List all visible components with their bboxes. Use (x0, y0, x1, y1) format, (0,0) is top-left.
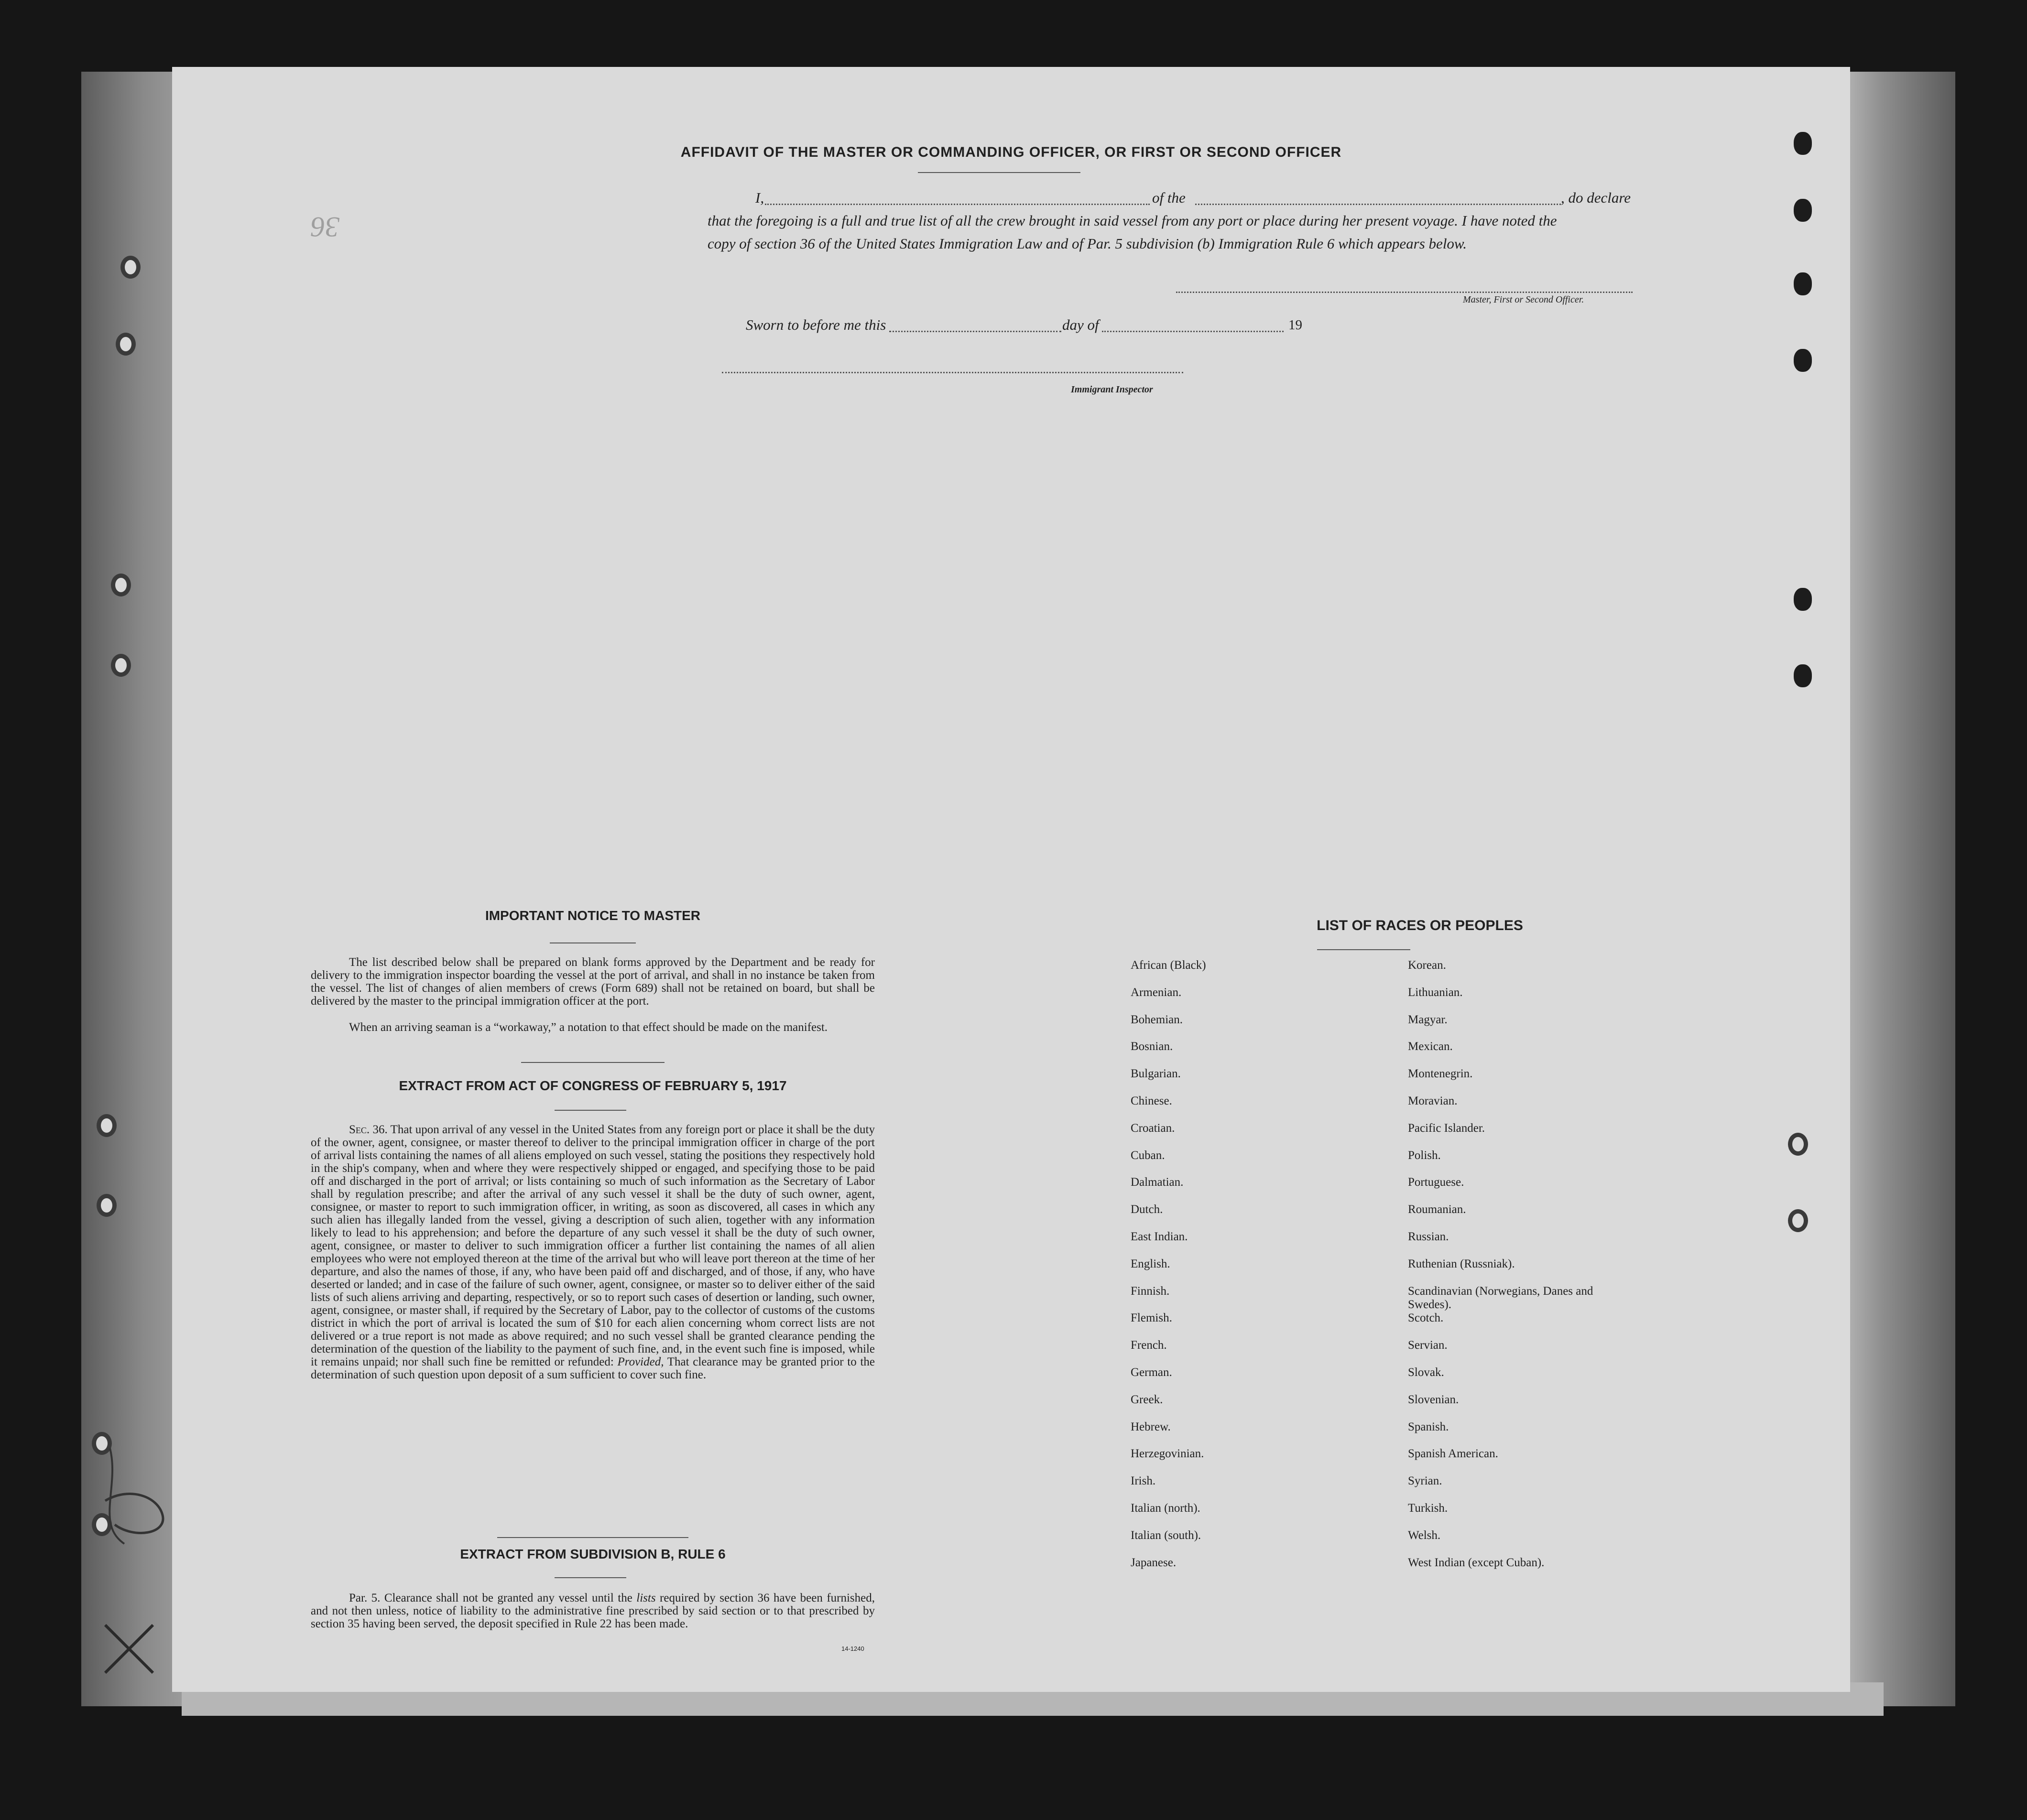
race-entry: Montenegrin. (1408, 1067, 1473, 1081)
punch-hole (97, 1114, 117, 1137)
provided-label: Provided, (617, 1355, 664, 1368)
affidavit-i-label: I, (755, 189, 764, 206)
manifest-back-page (172, 67, 1850, 1692)
race-entry: Slovak. (1408, 1365, 1444, 1379)
race-entry: African (Black) (1131, 959, 1206, 972)
races-list-right (1408, 959, 1609, 1583)
form-number: 14-1240 (841, 1645, 864, 1652)
master-name-field[interactable] (765, 192, 1150, 205)
master-signature-field[interactable] (1176, 280, 1633, 293)
rule-extract-heading: EXTRACT FROM SUBDIVISION B, RULE 6 (460, 1547, 726, 1561)
heading-rule (918, 172, 1080, 173)
day-of-label: day of (1062, 316, 1099, 333)
races-list-left (1131, 959, 1355, 1583)
punch-hole (116, 333, 136, 356)
race-entry: Ruthenian (Russniak). (1408, 1257, 1515, 1270)
race-entry: Russian. (1408, 1230, 1449, 1243)
race-entry: Bulgarian. (1131, 1067, 1181, 1081)
year-prefix: 19 (1288, 317, 1302, 333)
sworn-label: Sworn to before me this (746, 316, 886, 333)
section-body-end: That clearance may be granted prior to the determination of such question upon deposit of a sum sufficient to cover such fine. (311, 1355, 875, 1381)
race-entry: Armenian. (1131, 986, 1182, 999)
margin-number: 36 (311, 211, 339, 243)
race-entry: East Indian. (1131, 1230, 1188, 1243)
race-entry: Mexican. (1408, 1040, 1453, 1053)
race-entry: Moravian. (1408, 1094, 1458, 1107)
handwritten-mark (76, 1429, 201, 1553)
race-entry: Portuguese. (1408, 1176, 1464, 1189)
race-entry: Spanish. (1408, 1420, 1449, 1433)
binding-hole (1794, 349, 1812, 372)
rule-paragraph-5 (311, 1592, 875, 1630)
race-entry: Italian (south). (1131, 1528, 1201, 1542)
affidavit-declare-label: , do declare (1561, 189, 1631, 206)
rule-text-b: required by section 36 have been furnished, and not then unless, notice of liability to the administrative fine prescribed by said section or to that prescribed by section 35 having been served, the deposit specified in Rule 22 has been made. (311, 1592, 875, 1630)
punch-hole (120, 256, 141, 279)
race-entry: Servian. (1408, 1339, 1448, 1352)
race-entry: Spanish American. (1408, 1447, 1498, 1461)
sworn-day-field[interactable] (889, 319, 1061, 332)
notice-heading: IMPORTANT NOTICE TO MASTER (485, 908, 701, 923)
race-entry: Croatian. (1131, 1121, 1175, 1135)
race-entry: Dutch. (1131, 1203, 1163, 1216)
act-heading-rule (555, 1110, 626, 1111)
race-entry: Bohemian. (1131, 1013, 1183, 1026)
vessel-name-field[interactable] (1195, 192, 1561, 205)
rule-text-a: Par. 5. Clearance shall not be granted any vessel until the (349, 1592, 632, 1604)
punch-hole (111, 654, 131, 677)
punch-hole (97, 1194, 117, 1217)
binding-hole (1788, 1209, 1808, 1232)
act-extract-heading: EXTRACT FROM ACT OF CONGRESS OF FEBRUARY 5, 1917 (399, 1078, 787, 1093)
race-entry: Magyar. (1408, 1013, 1448, 1026)
section-divider (521, 1062, 665, 1063)
lists-word: lists (636, 1592, 656, 1604)
race-entry: Korean. (1408, 959, 1446, 972)
race-entry: Hebrew. (1131, 1420, 1171, 1433)
race-entry: Irish. (1131, 1474, 1156, 1488)
affidavit-statement-line3: copy of section 36 of the United States Immigration Law and of Par. 5 subdivision (b) Immigration Rule 6 which appears below. (708, 235, 1467, 252)
race-entry: Chinese. (1131, 1094, 1172, 1107)
notice-rule (550, 942, 636, 943)
race-entry: Herzegovinian. (1131, 1447, 1204, 1461)
race-entry: Finnish. (1131, 1284, 1170, 1298)
race-entry: Scandinavian (Norwegians, Danes and Swedes). (1408, 1284, 1593, 1311)
race-entry: Slovenian. (1408, 1393, 1459, 1406)
race-entry: Italian (north). (1131, 1501, 1200, 1515)
affidavit-statement-line2: that the foregoing is a full and true list of all the crew brought in said vessel from any port or place during her present voyage. I have noted the (708, 212, 1557, 229)
binding-hole (1788, 1133, 1808, 1156)
binding-hole (1794, 664, 1812, 687)
races-heading-rule (1317, 949, 1410, 950)
affidavit-of-the-label: of the (1152, 189, 1186, 206)
race-entry: Syrian. (1408, 1474, 1442, 1488)
race-entry: Welsh. (1408, 1528, 1441, 1542)
inspector-caption: Immigrant Inspector (1071, 384, 1153, 395)
race-entry: Cuban. (1131, 1148, 1165, 1162)
affidavit-heading: AFFIDAVIT OF THE MASTER OR COMMANDING OFFICER, OR FIRST OR SECOND OFFICER (680, 144, 1342, 160)
binding-hole (1794, 199, 1812, 222)
race-entry: Greek. (1131, 1393, 1163, 1406)
race-entry: Pacific Islander. (1408, 1121, 1485, 1135)
handwritten-x-mark (96, 1615, 163, 1682)
race-entry: French. (1131, 1339, 1167, 1352)
race-entry: Bosnian. (1131, 1040, 1173, 1053)
race-entry: West Indian (except Cuban). (1408, 1556, 1545, 1569)
race-entry: Flemish. (1131, 1311, 1172, 1325)
binding-hole (1794, 272, 1812, 295)
race-entry: English. (1131, 1257, 1170, 1270)
act-section-36-text (311, 1123, 875, 1381)
rule-heading-rule (555, 1577, 626, 1578)
race-entry: Japanese. (1131, 1556, 1177, 1569)
race-entry: Turkish. (1408, 1501, 1448, 1515)
section-divider (497, 1537, 688, 1538)
notice-paragraph-2: When an arriving seaman is a “workaway,” a notation to that effect should be made on the manifest. (349, 1021, 828, 1034)
races-heading: LIST OF RACES OR PEOPLES (1317, 918, 1523, 933)
race-entry: Lithuanian. (1408, 986, 1463, 999)
race-entry: Roumanian. (1408, 1203, 1466, 1216)
section-body: That upon arrival of any vessel in the United States from any foreign port or place it shall be the duty of the owner, agent, consignee, or master thereof to deliver to the principal immigration officer in charge of the port of arrival lists containing the names of all aliens employed on such vessel, stating the positions they respectively hold in the ship's company, when and where they were respectively shipped or engaged, and specifying those to be paid off and discharged in the port of arrival; or lists containing so much of such information as the Secretary of Labor shall by regulation prescribe; and after the arrival of any such vessel it shall be the duty of such owner, agent, consignee, or master to report to such immigration officer, in writing, as soon as discovered, all cases in which any such alien has illegally landed from the vessel, giving a description of such alien, together with any information likely to lead to his apprehension; and before the departure of any such vessel it shall be the duty of such owner, agent, consignee, or master to deliver to such immigration officer a further list containing the names of all alien employees who were not employed thereon at the time of the arrival but who will leave port thereon at the time of her departure, and also the names of those, if any, who have been paid off and discharged, and of those, if any, who have deserted or landed; and in case of the failure of such owner, agent, consignee, or master so to deliver either of the said lists of such aliens arriving and departing, respectively, or so to report such cases of desertion or landing, such owner, agent, consignee, or master shall, if required by the Secretary of Labor, pay to the collector of customs of the customs district in which the port of arrival is located the sum of $10 for each alien concerning whom correct lists are not delivered or a true report is not made as above required; and no such vessel shall be granted clearance pending the determination of the question of the liability to the payment of such fine, and, in the event such fine is imposed, while it remains unpaid; nor shall such fine be remitted or refunded: (311, 1123, 875, 1368)
inspector-signature-field[interactable] (722, 360, 1183, 373)
race-entry: Scotch. (1408, 1311, 1444, 1325)
master-signature-caption: Master, First or Second Officer. (1463, 294, 1584, 305)
sworn-month-field[interactable] (1102, 319, 1284, 332)
punch-hole (111, 574, 131, 596)
underlying-page-right-edge (1836, 72, 1955, 1706)
section-label: Sec. 36. (349, 1123, 388, 1136)
race-entry: German. (1131, 1365, 1172, 1379)
notice-paragraph-1: The list described below shall be prepared on blank forms approved by the Department and be ready for delivery to the immigration inspector boarding the vessel at the port of arrival, and shall in no instance be taken from the vessel. The list of changes of alien members of crews (Form 689) shall not be retained on board, but shall be delivered by the master to the principal immigration officer at the port. (311, 956, 875, 1008)
binding-hole (1794, 588, 1812, 611)
race-entry: Polish. (1408, 1148, 1441, 1162)
race-entry: Dalmatian. (1131, 1176, 1184, 1189)
